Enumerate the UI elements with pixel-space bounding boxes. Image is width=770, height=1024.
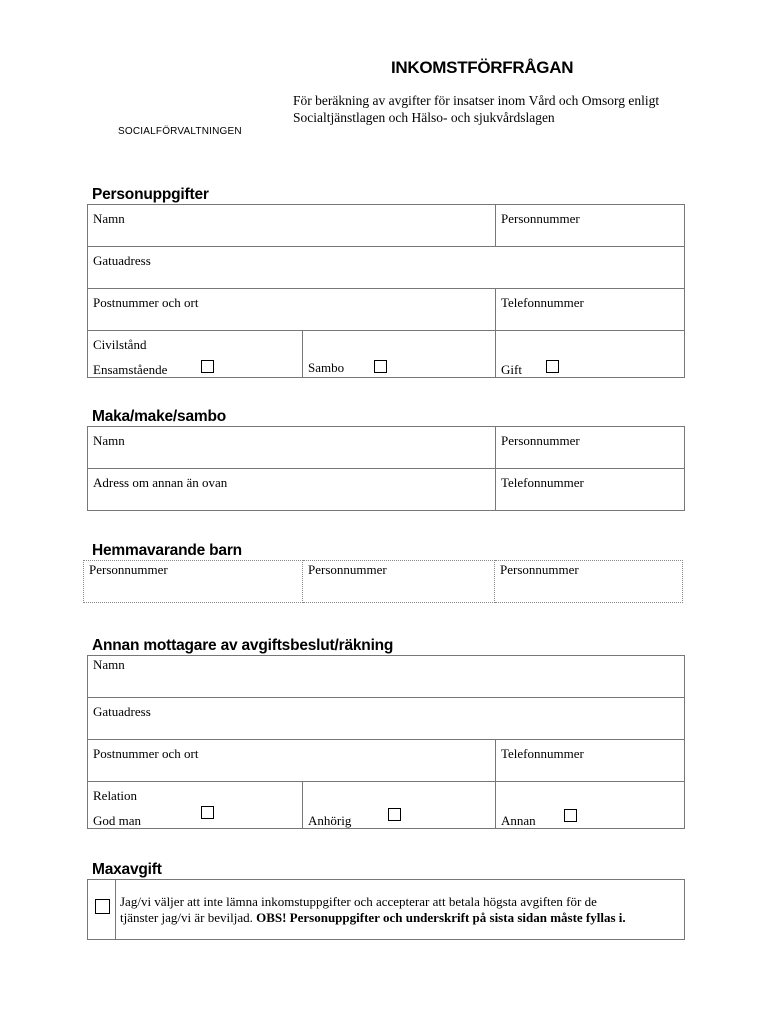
option-other-label: Annan — [501, 813, 536, 828]
personal-number-field[interactable] — [496, 205, 685, 247]
section-heading-max-fee: Maxavgift — [92, 861, 162, 878]
recipient-name-field[interactable] — [88, 656, 685, 698]
recipient-postal-field[interactable] — [88, 740, 496, 782]
civil-status-married-cell — [496, 331, 685, 378]
civil-status-label: Civilstånd — [93, 337, 147, 352]
max-fee-text-line-2 — [120, 910, 684, 926]
spouse-phone-field[interactable] — [496, 469, 685, 511]
option-single-label: Ensamstående — [93, 362, 168, 377]
recipient-name-label: Namn — [93, 657, 125, 672]
spouse-address-field[interactable] — [88, 469, 496, 511]
document-subtitle — [293, 92, 713, 126]
spouse-personal-number-field[interactable] — [496, 427, 685, 469]
recipient-street-field[interactable] — [88, 698, 685, 740]
relation-label: Relation — [93, 788, 138, 803]
max-fee-statement — [116, 880, 685, 940]
section-heading-personuppgifter: Personuppgifter — [92, 186, 209, 203]
spouse-name-label: Namn — [93, 433, 125, 448]
street-address-field[interactable] — [88, 247, 685, 289]
spouse-address-label: Adress om annan än ovan — [93, 475, 228, 490]
personal-number-label: Personnummer — [501, 211, 580, 226]
subtitle-line-1: För beräkning av avgifter för insatser inom Vård och Omsorg enligt — [293, 93, 660, 108]
relation-guardian-cell — [88, 782, 303, 829]
option-relative-label: Anhörig — [308, 813, 352, 828]
civil-status-cohabit-cell — [303, 331, 496, 378]
spouse-name-field[interactable] — [88, 427, 496, 469]
recipient-postal-label: Postnummer och ort — [93, 746, 199, 761]
relation-relative-cell — [303, 782, 496, 829]
children-table — [83, 560, 683, 603]
relative-checkbox[interactable] — [388, 808, 401, 821]
child-1-personal-number-field[interactable] — [84, 561, 303, 603]
recipient-phone-label: Telefonnummer — [501, 746, 584, 761]
phone-field[interactable] — [496, 289, 685, 331]
max-fee-text-notice: OBS! Personuppgifter och underskrift på sista sidan måste fyllas i. — [256, 910, 626, 925]
spouse-table — [87, 426, 685, 511]
section-heading-children: Hemmavarande barn — [92, 542, 242, 559]
relation-other-cell — [496, 782, 685, 829]
option-cohabit-label: Sambo — [308, 360, 345, 375]
subtitle-line-2: Socialtjänstlagen och Hälso- och sjukvårdslagen — [293, 110, 555, 125]
section-heading-other-recipient: Annan mottagare av avgiftsbeslut/räkning — [92, 637, 394, 654]
max-fee-text-plain: tjänster jag/vi är beviljad. — [120, 910, 257, 925]
max-fee-text-line-1: Jag/vi väljer att inte lämna inkomstuppgifter och accepterar att betala högsta avgiften för de — [120, 894, 597, 909]
postal-code-city-field[interactable] — [88, 289, 496, 331]
option-married-label: Gift — [501, 362, 522, 377]
phone-label: Telefonnummer — [501, 295, 584, 310]
recipient-table — [87, 655, 685, 829]
spouse-phone-label: Telefonnummer — [501, 475, 584, 490]
personuppgifter-table — [87, 204, 685, 378]
child-2-personal-number-label: Personnummer — [308, 562, 387, 577]
option-guardian-label: God man — [93, 813, 142, 828]
child-3-personal-number-field[interactable] — [495, 561, 683, 603]
cohabit-checkbox[interactable] — [374, 360, 387, 373]
civil-status-single-cell — [88, 331, 303, 378]
child-3-personal-number-label: Personnummer — [500, 562, 579, 577]
organization-name: SOCIALFÖRVALTNINGEN — [118, 126, 242, 137]
postal-code-city-label: Postnummer och ort — [93, 295, 199, 310]
street-address-label: Gatuadress — [93, 253, 151, 268]
single-checkbox[interactable] — [201, 360, 214, 373]
name-field[interactable] — [88, 205, 496, 247]
married-checkbox[interactable] — [546, 360, 559, 373]
child-2-personal-number-field[interactable] — [303, 561, 495, 603]
recipient-phone-field[interactable] — [496, 740, 685, 782]
other-checkbox[interactable] — [564, 809, 577, 822]
spouse-personal-number-label: Personnummer — [501, 433, 580, 448]
recipient-street-label: Gatuadress — [93, 704, 151, 719]
name-label: Namn — [93, 211, 125, 226]
section-heading-spouse: Maka/make/sambo — [92, 408, 226, 425]
child-1-personal-number-label: Personnummer — [89, 562, 168, 577]
document-title: INKOMSTFÖRFRÅGAN — [391, 58, 574, 77]
max-fee-checkbox-cell — [88, 880, 116, 940]
guardian-checkbox[interactable] — [201, 806, 214, 819]
max-fee-checkbox[interactable] — [95, 899, 110, 914]
max-fee-table — [87, 879, 685, 940]
